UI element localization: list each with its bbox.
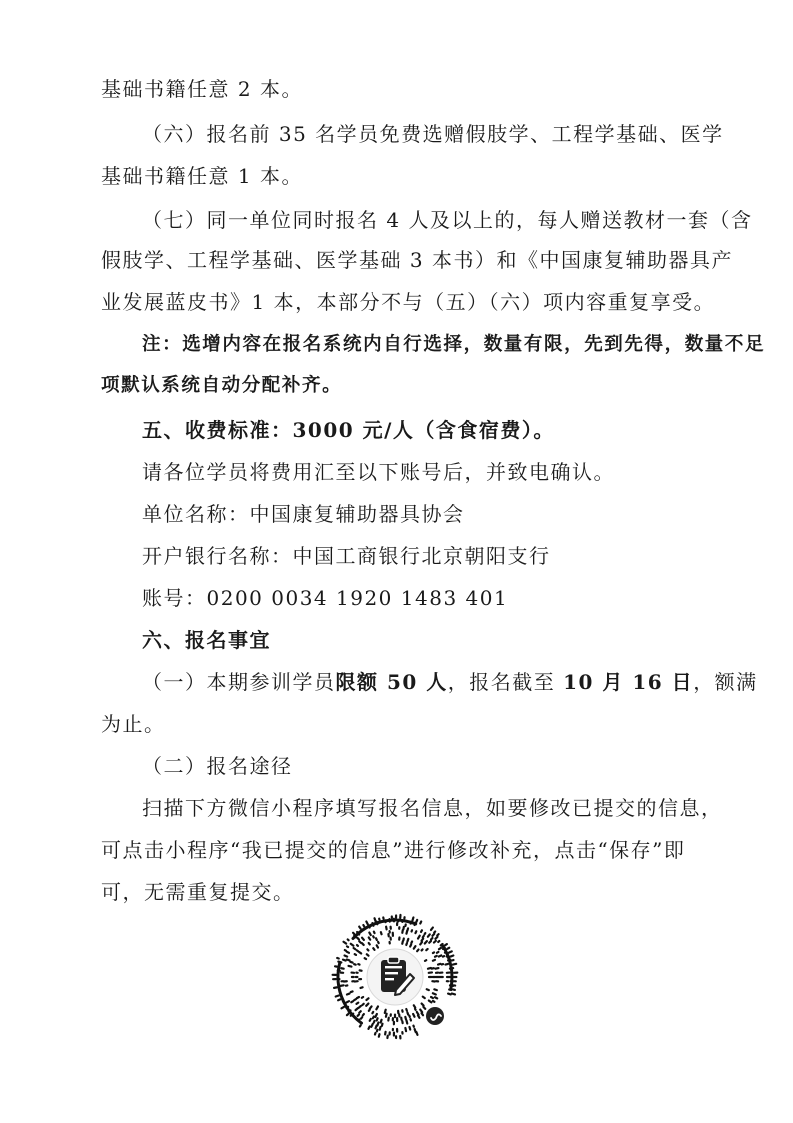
code-dash [445,944,447,945]
code-dash [348,939,349,940]
code-dash [365,958,366,959]
code-dash [405,1017,406,1019]
registration-item-1-part-c: ，报名截至 [447,670,564,694]
code-dash [434,932,435,933]
code-dash [429,1001,432,1003]
code-dash [386,1014,387,1017]
text-line-2: （六）报名前 35 名学员免费选赠假肢学、工程学基础、医学 [142,122,724,146]
code-dash [402,941,403,944]
code-dash [447,948,449,949]
code-dash [435,956,437,957]
code-dash [381,1020,382,1023]
code-dash [369,937,370,939]
account-bank-name: 开户银行名称：中国工商银行北京朝阳支行 [142,544,551,568]
registration-item-1-part-e: ，额满 [693,670,758,694]
code-dash [362,943,364,945]
code-dash [369,933,370,936]
code-dash [422,1013,424,1015]
code-dash [411,942,412,944]
code-dash [433,1001,435,1002]
code-dash [452,994,455,995]
code-dash [433,960,435,961]
code-dash [378,942,379,943]
code-dash [376,938,377,940]
code-dash [435,997,437,998]
code-dash [354,999,356,1000]
registration-instruction-2: 可点击小程序“我已提交的信息”进行修改补充，点击“保存”即 [101,838,686,862]
code-dash [415,1009,416,1010]
code-dash [344,942,347,944]
code-dash [423,1007,425,1009]
code-dash [377,1022,378,1025]
code-dash [413,1014,414,1017]
code-dash [375,1014,376,1017]
code-dash [351,944,354,946]
code-dash [416,1032,417,1035]
code-dash [406,1009,407,1011]
code-dash [433,993,436,994]
code-dash [347,952,349,953]
code-dash [366,921,367,924]
code-dash [425,933,426,934]
code-dash [420,1010,422,1013]
code-dash [362,1004,363,1005]
code-dash [359,1011,361,1013]
code-dash [414,1005,415,1007]
code-dash [373,936,374,937]
code-dash [363,1014,364,1015]
code-dash [407,1012,408,1014]
registration-instruction-1: 扫描下方微信小程序填写报名信息，如要修改已提交的信息， [142,796,723,820]
text-line-4: （七）同一单位同时报名 4 人及以上的，每人赠送教材一套（含 [142,208,753,232]
code-dash [414,946,416,949]
code-dash [336,995,339,996]
code-dash [347,946,348,947]
code-dash [382,1024,383,1026]
code-dash [439,948,441,949]
code-dash [410,945,411,947]
code-dash [439,955,441,956]
code-dash [345,956,348,957]
code-dash [415,931,416,933]
code-dash [407,939,408,942]
code-dash [453,964,456,965]
code-dash [357,950,359,951]
code-dash [340,985,343,986]
wechat-miniprogram-code[interactable] [330,912,460,1042]
code-dash [423,936,424,937]
code-dash [416,920,417,922]
code-dash [359,941,361,943]
note-line-1: 注：选增内容在报名系统内自行选择，数量有限，先到先得，数量不足 [142,334,766,355]
code-dash [376,1006,378,1009]
code-dash [369,943,370,944]
code-dash [375,918,376,921]
code-dash [429,941,431,943]
code-dash [431,927,433,929]
registration-item-1-cont: 为止。 [101,712,166,736]
code-dash [374,1021,375,1023]
code-dash [357,997,359,998]
code-dash [431,938,432,940]
code-dash [353,933,354,934]
fee-instruction: 请各位学员将费用汇至以下账号后，并致电确认。 [142,460,615,484]
code-dash [418,1015,419,1017]
code-dash [360,1025,361,1026]
code-finder-arc [353,920,416,938]
code-dash [357,938,359,940]
code-dash [425,960,426,961]
code-dash [370,1019,371,1021]
text-line-1: 基础书籍任意 2 本。 [101,77,303,101]
code-dash [418,936,420,939]
code-dash [433,952,434,953]
miniprogram-code-graphic [330,912,460,1042]
code-dash [351,1001,353,1002]
code-dash [343,960,346,961]
code-dash [425,941,427,943]
registration-item-2: （二）报名途径 [142,754,293,778]
clipboard-pen-icon [367,949,423,1005]
code-dash [422,939,424,941]
code-dash [351,991,353,992]
code-dash [406,943,407,945]
code-dash [347,994,350,995]
code-dash [437,934,438,935]
code-dash [408,928,409,930]
code-dash [377,1018,378,1020]
code-dash [434,989,437,990]
code-dash [376,1026,377,1029]
registration-heading: 六、报名事宜 [142,628,271,652]
code-dash [445,964,448,965]
code-dash [357,945,358,946]
code-dash [367,954,369,955]
code-dash [366,1004,368,1006]
code-dash [428,934,430,936]
code-dash [422,949,423,950]
code-dash [369,1010,370,1011]
code-dash [448,994,451,995]
code-dash [406,1020,407,1023]
registration-quota: 限额 50 人 [335,670,448,694]
code-dash [385,1010,386,1013]
code-dash [367,949,368,950]
code-dash [371,1024,372,1027]
code-dash [375,1033,376,1035]
code-dash [362,997,363,998]
code-dash [346,1001,349,1003]
code-dash [413,917,414,920]
code-dash [427,989,429,990]
code-dash [432,934,434,936]
code-dash [355,954,356,955]
code-dash [347,959,350,960]
code-dash [338,999,340,1000]
code-dash [423,997,425,998]
code-dash [345,950,346,951]
code-dash [434,941,436,943]
fee-heading: 五、收费标准：3000 元/人（含食宿费）。 [142,418,555,442]
code-dash [422,1004,424,1006]
code-dash [370,1006,372,1008]
code-dash [431,997,433,998]
registration-item-1 [142,670,758,694]
code-dash [426,949,427,950]
code-dash [410,1019,411,1020]
code-dash [421,930,422,932]
code-dash [356,1003,358,1004]
code-dash [451,956,454,957]
code-dash [354,948,356,949]
code-dash [409,1027,410,1030]
account-unit-name: 单位名称：中国康复辅助器具协会 [142,502,465,526]
code-dash [350,962,352,963]
registration-instruction-3: 可，无需重复提交。 [101,880,295,904]
code-dash [361,1017,362,1018]
code-dash [347,1014,349,1015]
code-dash [435,937,437,939]
code-dash [381,932,382,934]
code-dash [437,952,438,953]
code-dash [373,948,374,950]
code-dash [337,958,339,959]
code-dash [358,1015,359,1016]
code-dash [374,932,375,934]
text-line-3: 基础书籍任意 1 本。 [101,164,303,188]
code-dash [435,968,438,969]
text-line-6: 业发展蓝皮书》1 本，本部分不与（五）（六）项内容重复享受。 [101,290,716,314]
code-dash [359,1006,361,1008]
code-dash [449,951,452,952]
code-dash [373,1016,374,1018]
code-dash [372,1012,373,1013]
registration-item-1-part-a: （一）本期参训学员 [142,670,336,694]
code-dash [359,927,361,929]
note-line-2: 项默认系统自动分配补齐。 [101,375,343,396]
code-dash [380,1027,381,1030]
account-number: 账号：0200 0034 1920 1483 401 [142,586,509,610]
code-dash [428,968,431,969]
code-dash [368,1026,369,1028]
code-dash [420,942,422,944]
code-dash [341,1007,343,1008]
code-dash [420,921,421,923]
code-dash [379,1034,380,1037]
code-dash [438,941,439,942]
code-dash [417,950,418,952]
code-dash [359,952,361,953]
code-dash [356,1008,358,1010]
code-dash [361,987,363,988]
code-dash [377,945,378,947]
code-dash [363,925,364,926]
code-dash [405,1028,406,1031]
text-line-5: 假肢学、工程学基础、医学基础 3 本书）和《中国康复辅助器具产 [101,248,733,272]
code-dash [349,966,352,967]
code-dash [438,964,440,965]
code-dash [362,938,364,940]
code-dash [443,956,444,957]
wechat-miniprogram-icon [426,1007,444,1025]
registration-deadline: 10 月 16 日 [563,670,694,694]
code-dash [366,998,368,1000]
